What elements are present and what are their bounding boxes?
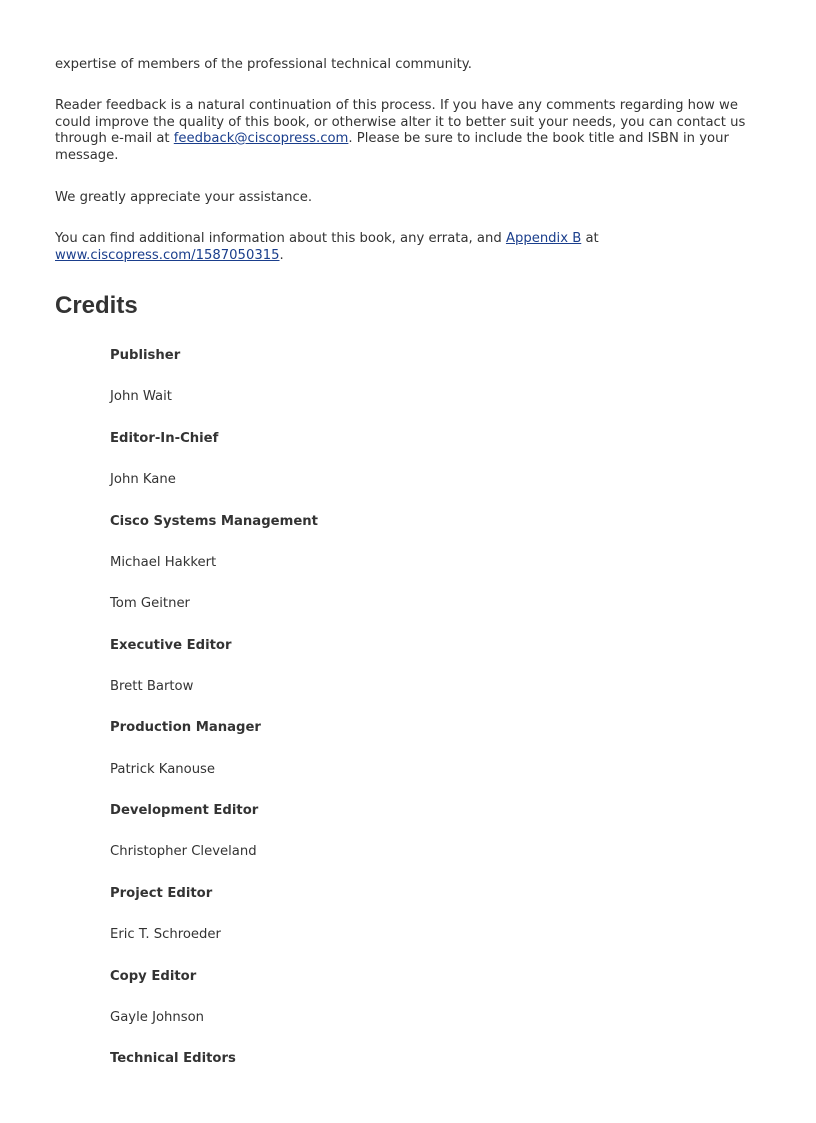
- credit-person: Michael Hakkert: [110, 555, 217, 570]
- credit-person: Gayle Johnson: [110, 1010, 205, 1025]
- additional-info-text-mid: at: [581, 231, 599, 246]
- credit-role: Development Editor: [110, 803, 259, 818]
- credit-role: Production Manager: [110, 720, 261, 735]
- credit-person: Brett Bartow: [110, 679, 194, 694]
- credit-role: Copy Editor: [110, 969, 197, 984]
- additional-info-text-end: .: [279, 247, 284, 263]
- feedback-email-link[interactable]: feedback@ciscopress.com: [173, 131, 349, 146]
- appendix-b-link[interactable]: Appendix B: [505, 231, 582, 246]
- credit-role: Publisher: [110, 348, 181, 363]
- credit-person: Eric T. Schroeder: [110, 927, 221, 942]
- additional-info-paragraph: [55, 231, 760, 264]
- credit-role: Project Editor: [110, 886, 213, 901]
- book-url-link[interactable]: www.ciscopress.com/1587050315: [55, 247, 280, 263]
- credit-person: John Kane: [110, 472, 176, 487]
- intro-paragraph-1: expertise of members of the professional technical community.: [55, 57, 472, 72]
- feedback-paragraph: [55, 98, 760, 164]
- additional-info-text-start: You can find additional information about this book, any errata, and: [55, 231, 506, 246]
- feedback-text-start: Reader feedback is a natural continuation of this process. If you have any comments regarding how we could improve the quality of this book, or otherwise alter it to better suit your needs, you can contact us through e-mail at: [55, 98, 746, 146]
- credit-role: Technical Editors: [110, 1051, 236, 1066]
- credit-role: Executive Editor: [110, 638, 232, 653]
- feedback-text-end: . Please be sure to include the book title and ISBN in your message.: [55, 131, 729, 163]
- credit-role: Cisco Systems Management: [110, 514, 318, 529]
- credit-person: John Wait: [110, 389, 172, 404]
- credits-heading: Credits: [55, 292, 138, 319]
- credit-person: Patrick Kanouse: [110, 762, 216, 777]
- credit-person: Christopher Cleveland: [110, 844, 257, 859]
- credit-role: Editor-In-Chief: [110, 431, 219, 446]
- appreciation-paragraph: We greatly appreciate your assistance.: [55, 190, 313, 205]
- credit-person: Tom Geitner: [110, 596, 190, 611]
